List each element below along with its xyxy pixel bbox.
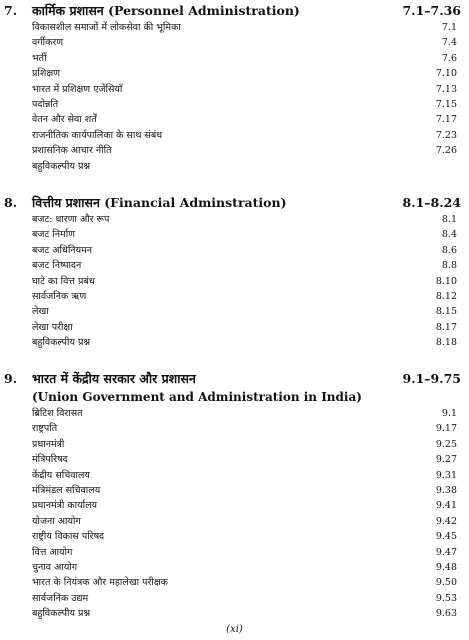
page-number: (xi) [226,624,243,635]
entry-label: बजट निर्माण [32,229,76,241]
chapter-page-range: 9.1–9.75 [402,371,461,386]
entry-page-number: 7.13 [435,83,457,95]
entry-page-number: 9.63 [435,608,457,620]
entry-page-number: 9.42 [435,515,457,527]
entry-page-number: 8.1 [441,214,457,225]
toc-entry [0,421,469,436]
entry-label: चुनाव आयोग [32,561,78,573]
entry-label: वेतन और सेवा शर्तें [32,114,97,126]
entry-label: मंत्रिमंडल सचिवालय [32,484,101,496]
entry-page-number: 7.23 [435,129,457,141]
toc-entry [0,483,469,498]
entry-page-number: 7.15 [435,98,457,110]
toc-entry [0,452,469,467]
entry-page-number: 8.15 [435,306,457,318]
chapter-title: भारत में केंद्रीय सरकार और प्रशासन [32,371,196,386]
toc-entry [0,35,469,50]
entry-label: सार्वजनिक उद्यम [32,592,89,604]
entry-label: प्रधानमंत्री [32,438,65,450]
entry-page-number: 7.1 [441,22,457,33]
chapter-entries [0,212,469,351]
chapter-title: वित्तीय प्रशासन (Financial Adminstration) [32,195,287,210]
toc-entry [0,289,469,304]
entry-label: प्रधानमंत्री कार्यालय [32,500,98,512]
toc-entry [0,258,469,273]
toc-entry [0,20,469,35]
chapter-page-range: 8.1–8.24 [402,195,461,210]
toc-entry [0,320,469,335]
entry-label: पदोन्नति [32,98,59,110]
entry-page-number: 9.47 [435,546,457,558]
entry-label: विकासशील समाजों में लोकसेवा की भूमिका [32,22,181,33]
entry-page-number: 9.1 [441,408,457,419]
toc-entry [0,82,469,97]
chapter-7 [0,2,469,174]
entry-page-number: 9.45 [435,531,457,543]
chapter-number: 9. [4,371,18,386]
entry-page-number: 7.10 [435,68,457,80]
entry-page-number: 8.8 [441,260,457,272]
entry-label: बहुविकल्पीय प्रश्न [32,608,91,620]
entry-page-number: 8.4 [441,229,457,241]
entry-page-number: 8.17 [435,321,457,333]
entry-label: बजट: धारणा और रूप [32,214,110,225]
toc-entry [0,437,469,452]
toc-entry [0,112,469,127]
entry-label: ब्रिटिश विरासत [32,408,83,419]
entry-page-number: 8.6 [441,244,457,256]
entry-label: घाटे का वित्त प्रबंध [32,275,95,287]
entry-label: मंत्रिपरिषद [32,454,68,466]
chapter-title: कार्मिक प्रशासन (Personnel Administration) [32,3,300,18]
chapter-heading [0,370,469,388]
entry-label: वित्त आयोग [32,546,73,558]
entry-page-number: 9.17 [435,423,457,435]
chapter-heading [0,2,469,20]
entry-page-number: 8.10 [435,275,457,287]
toc-entry [0,606,469,621]
entry-label: लेखा परीक्षा [32,321,73,333]
chapter-number: 7. [4,3,18,18]
entry-page-number: 9.27 [435,454,457,466]
chapter-heading [0,194,469,212]
entry-label: बजट अधिनियमन [32,244,93,256]
entry-label: राजनीतिक कार्यपालिका के साथ संबंध [32,129,163,141]
toc-entry [0,243,469,258]
entry-page-number: 7.26 [435,145,457,157]
chapter-8 [0,194,469,351]
entry-label: बजट निष्पादन [32,260,82,272]
entry-label: बहुविकल्पीय प्रश्न [32,160,91,172]
toc-entry [0,159,469,174]
toc-entry [0,212,469,227]
entry-page-number: 9.38 [435,484,457,496]
chapter-number: 8. [4,195,18,210]
entry-label: बहुविकल्पीय प्रश्न [32,337,91,349]
toc-entry [0,406,469,421]
toc-entry [0,545,469,560]
toc-entry [0,97,469,112]
toc-entry [0,468,469,483]
entry-page-number: 9.50 [435,577,457,589]
toc-entry [0,143,469,158]
entry-page-number: 9.31 [435,469,457,481]
entry-label: भारत में प्रशिक्षण एजेंसियाँ [32,83,123,95]
toc-entry [0,51,469,66]
toc-entry [0,591,469,606]
entry-page-number: 9.48 [435,561,457,573]
entry-label: राष्ट्रीय विकास परिषद [32,531,105,543]
entry-label: भर्ती [32,52,47,64]
entry-label: वर्गीकरण [32,37,64,49]
entry-page-number: 9.53 [435,592,457,604]
toc-entry [0,128,469,143]
toc-entry [0,575,469,590]
chapter-subtitle: (Union Government and Administration in India) [32,390,362,404]
chapter-entries [0,406,469,621]
chapter-entries [0,20,469,174]
entry-label: योजना आयोग [32,515,81,527]
toc-entry [0,514,469,529]
toc-entry [0,498,469,513]
entry-label: प्रशिक्षण [32,68,61,80]
entry-page-number: 8.18 [435,337,457,349]
entry-page-number: 7.17 [435,114,457,126]
toc-entry [0,304,469,319]
entry-label: राष्ट्रपति [32,423,58,435]
toc-entry [0,66,469,81]
chapter-9 [0,370,469,621]
toc-entry [0,529,469,544]
entry-label: प्रशासनिक आचार नीति [32,145,112,157]
toc-entry [0,335,469,350]
entry-label: लेखा [32,306,49,318]
toc-entry [0,227,469,242]
entry-label: केंद्रीय सचिवालय [32,469,90,481]
entry-label: सार्वजनिक ऋण [32,290,87,302]
entry-page-number: 9.41 [435,500,457,512]
entry-page-number: 9.25 [435,438,457,450]
chapter-page-range: 7.1–7.36 [402,3,461,18]
entry-label: भारत के नियंत्रक और महालेखा परीक्षक [32,577,168,589]
toc-entry [0,560,469,575]
toc-entry [0,274,469,289]
entry-page-number: 7.4 [441,37,457,49]
entry-page-number: 7.6 [441,52,457,64]
entry-page-number: 8.12 [435,290,457,302]
